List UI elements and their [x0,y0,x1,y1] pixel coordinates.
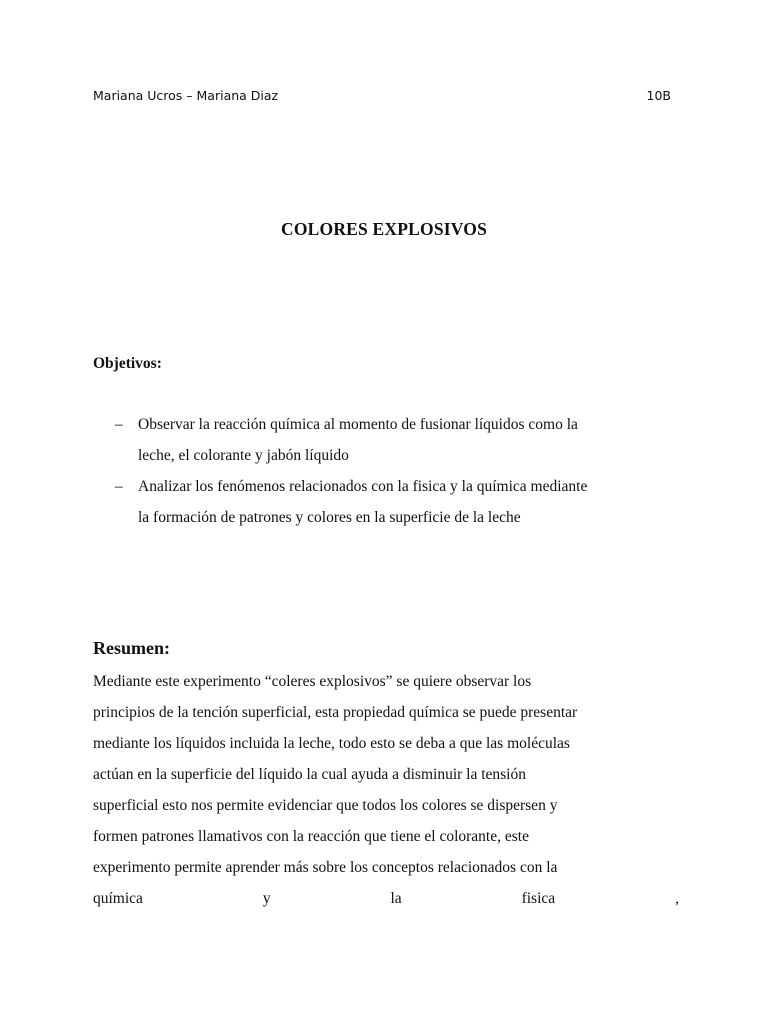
paragraph-line: superficial esto nos permite evidenciar que todos los colores se dispersen y [93,797,558,814]
paragraph-word: química [93,890,143,907]
objective-line: leche, el colorante y jabón líquido [138,447,349,464]
objective-line: Analizar los fenómenos relacionados con la fisica y la química mediante [138,478,588,495]
objective-item [93,409,693,471]
objectives-heading: Objetivos: [93,355,162,372]
paragraph-word: , [675,890,679,907]
paragraph-line: Mediante este experimento “coleres explosivos” se quiere observar los [93,673,532,690]
paragraph-line: mediante los líquidos incluida la leche, todo esto se deba a que las moléculas [93,735,570,752]
resumen-paragraph [93,666,679,914]
objective-line: la formación de patrones y colores en la superficie de la leche [138,509,521,526]
paragraph-line: actúan en la superficie del líquido la cual ayuda a disminuir la tensión [93,766,526,783]
objective-line: Observar la reacción química al momento de fusionar líquidos como la [138,416,578,433]
page-header [93,88,671,108]
header-authors: Mariana Ucros – Mariana Diaz [93,88,279,103]
dash-bullet-icon: – [115,478,123,495]
paragraph-word: fisica [521,890,556,907]
dash-bullet-icon: – [115,416,123,433]
paragraph-word: la [390,890,402,907]
paragraph-word: y [262,890,271,907]
paragraph-line: experimento permite aprender más sobre los conceptos relacionados con la [93,859,558,876]
header-grade: 10B [646,88,671,103]
resumen-heading: Resumen: [93,638,170,658]
paragraph-line: formen patrones llamativos con la reacción que tiene el colorante, este [93,828,529,845]
paragraph-line: principios de la tención superficial, esta propiedad química se puede presentar [93,704,578,721]
objectives-list [93,409,693,533]
paragraph-last-line [93,883,679,914]
objective-item [93,471,693,533]
document-title: COLORES EXPLOSIVOS [280,219,487,239]
